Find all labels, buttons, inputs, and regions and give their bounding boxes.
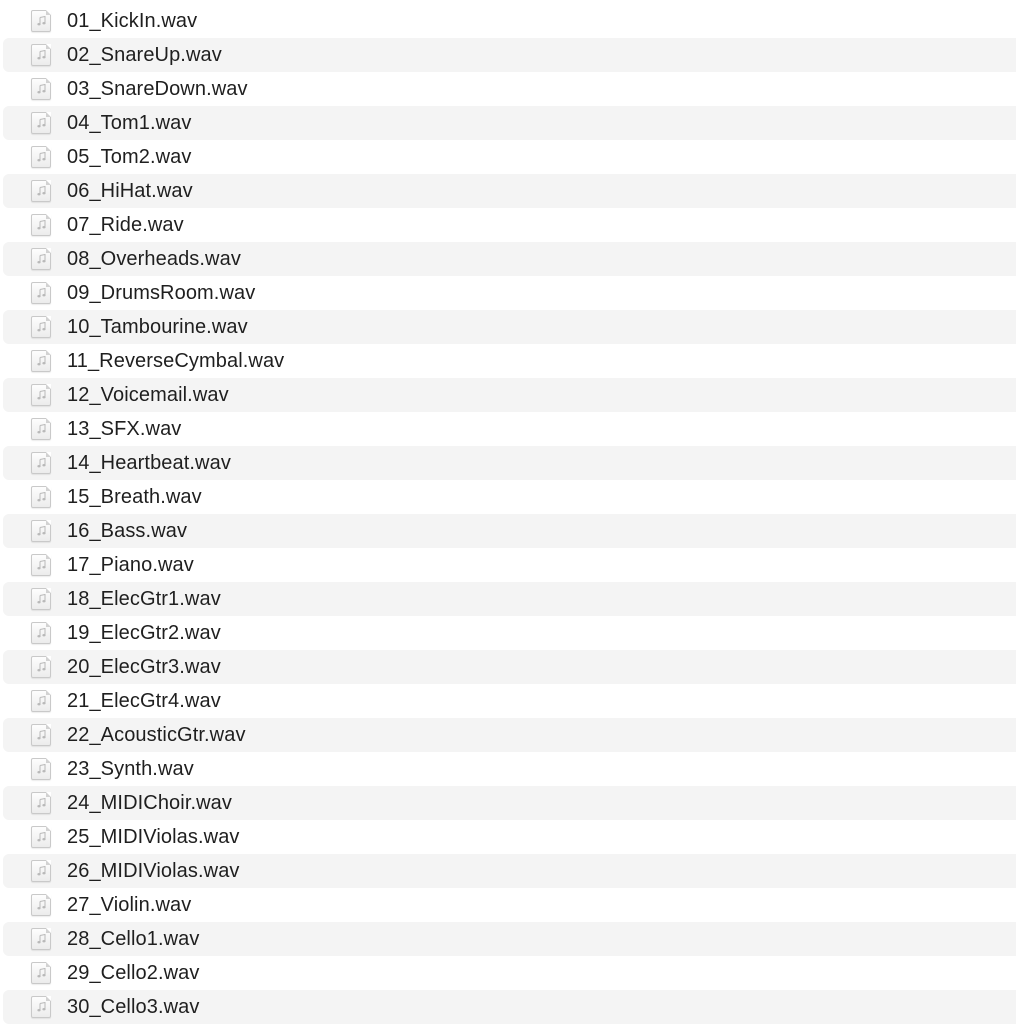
file-row[interactable] [3,650,1016,684]
file-row[interactable] [0,208,1016,242]
audio-file-icon [31,350,51,372]
file-row[interactable] [3,38,1016,72]
file-name: 19_ElecGtr2.wav [67,621,221,644]
audio-file-icon [31,282,51,304]
file-row[interactable] [3,922,1016,956]
file-name: 28_Cello1.wav [67,927,200,950]
audio-file-icon [31,452,51,474]
file-row[interactable] [3,854,1016,888]
audio-file-icon [31,894,51,916]
file-name: 25_MIDIViolas.wav [67,825,240,848]
file-row[interactable] [0,72,1016,106]
file-name: 08_Overheads.wav [67,247,241,270]
file-name: 16_Bass.wav [67,519,188,542]
audio-file-icon [31,792,51,814]
audio-file-icon [31,418,51,440]
audio-file-icon [31,112,51,134]
file-name: 20_ElecGtr3.wav [67,655,221,678]
file-name: 17_Piano.wav [67,553,194,576]
file-row[interactable] [0,616,1016,650]
file-row[interactable] [0,752,1016,786]
file-name: 14_Heartbeat.wav [67,451,231,474]
audio-file-icon [31,316,51,338]
file-name: 30_Cello3.wav [67,995,200,1018]
audio-file-icon [31,10,51,32]
file-name: 26_MIDIViolas.wav [67,859,240,882]
audio-file-icon [31,44,51,66]
audio-file-icon [31,78,51,100]
file-name: 03_SnareDown.wav [67,77,248,100]
audio-file-icon [31,554,51,576]
audio-file-icon [31,690,51,712]
file-row[interactable] [0,344,1016,378]
file-row[interactable] [0,820,1016,854]
file-row[interactable] [0,4,1016,38]
file-row[interactable] [0,480,1016,514]
audio-file-icon [31,724,51,746]
file-row[interactable] [0,412,1016,446]
file-name: 09_DrumsRoom.wav [67,281,256,304]
file-name: 24_MIDIChoir.wav [67,791,232,814]
audio-file-icon [31,384,51,406]
audio-file-icon [31,996,51,1018]
audio-file-icon [31,928,51,950]
audio-file-icon [31,826,51,848]
file-row[interactable] [3,786,1016,820]
audio-file-icon [31,180,51,202]
file-name: 04_Tom1.wav [67,111,192,134]
file-row[interactable] [3,514,1016,548]
file-name: 22_AcousticGtr.wav [67,723,246,746]
file-row[interactable] [3,310,1016,344]
file-name: 29_Cello2.wav [67,961,200,984]
audio-file-icon [31,962,51,984]
file-name: 18_ElecGtr1.wav [67,587,221,610]
audio-file-icon [31,146,51,168]
file-row[interactable] [3,174,1016,208]
file-name: 15_Breath.wav [67,485,202,508]
file-name: 27_Violin.wav [67,893,192,916]
file-row[interactable] [3,718,1016,752]
file-row[interactable] [3,242,1016,276]
file-row[interactable] [0,276,1016,310]
file-name: 10_Tambourine.wav [67,315,248,338]
file-row[interactable] [0,956,1016,990]
audio-file-icon [31,588,51,610]
file-row[interactable] [3,990,1016,1024]
file-name: 07_Ride.wav [67,213,184,236]
audio-file-icon [31,656,51,678]
file-name: 05_Tom2.wav [67,145,192,168]
audio-file-icon [31,214,51,236]
audio-file-icon [31,622,51,644]
file-row[interactable] [0,888,1016,922]
audio-file-icon [31,486,51,508]
file-name: 11_ReverseCymbal.wav [67,349,285,372]
file-row[interactable] [3,378,1016,412]
file-row[interactable] [3,582,1016,616]
file-name: 13_SFX.wav [67,417,182,440]
file-name: 23_Synth.wav [67,757,194,780]
audio-file-icon [31,758,51,780]
file-row[interactable] [3,106,1016,140]
file-name: 01_KickIn.wav [67,9,198,32]
audio-file-icon [31,248,51,270]
file-name: 06_HiHat.wav [67,179,193,202]
file-name: 21_ElecGtr4.wav [67,689,221,712]
audio-file-icon [31,860,51,882]
file-name: 12_Voicemail.wav [67,383,229,406]
file-row[interactable] [0,140,1016,174]
file-row[interactable] [0,684,1016,718]
file-row[interactable] [0,548,1016,582]
audio-file-icon [31,520,51,542]
file-name: 02_SnareUp.wav [67,43,222,66]
file-row[interactable] [3,446,1016,480]
